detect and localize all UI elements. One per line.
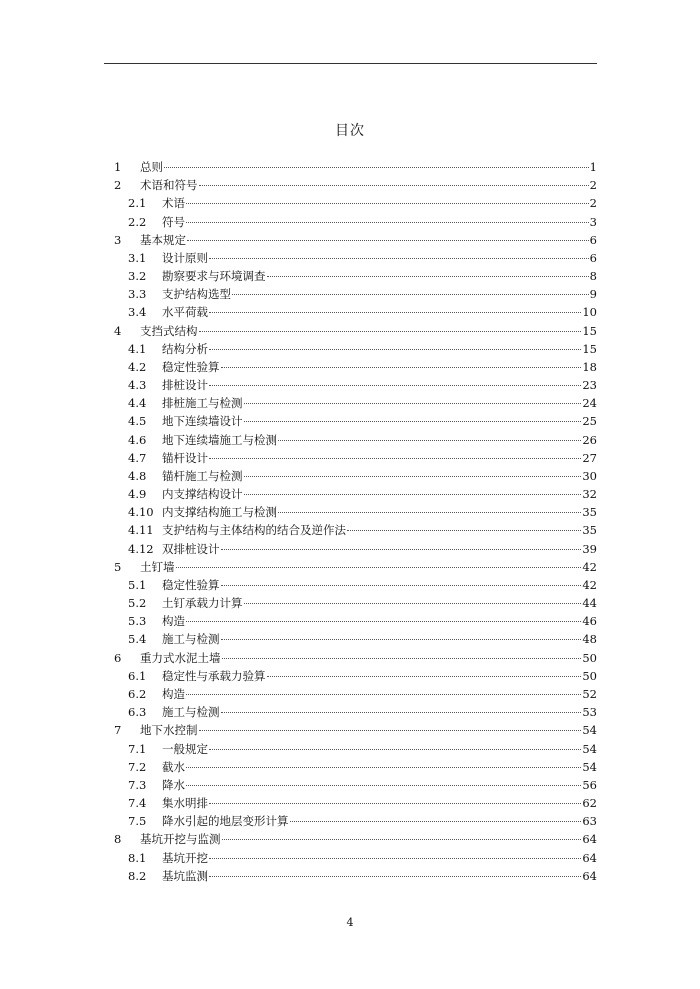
toc-leader-dots — [164, 167, 589, 168]
toc-entry[interactable] — [104, 703, 597, 721]
toc-entry-page: 42 — [582, 559, 597, 574]
toc-entry-page: 50 — [582, 650, 597, 665]
toc-entry-number: 2.1 — [128, 196, 147, 211]
toc-entry-page: 54 — [582, 759, 597, 774]
toc-entry-page: 46 — [582, 614, 597, 629]
toc-leader-dots — [186, 222, 589, 223]
toc-entry[interactable] — [104, 358, 597, 376]
toc-leader-dots — [199, 730, 582, 731]
toc-entry-page: 8 — [589, 269, 597, 284]
toc-entry-page: 54 — [582, 723, 597, 738]
toc-leader-dots — [209, 803, 581, 804]
toc-leader-dots — [209, 385, 581, 386]
toc-entry-page: 54 — [582, 741, 597, 756]
toc-entry-number: 8 — [114, 832, 122, 847]
toc-leader-dots — [187, 240, 589, 241]
toc-entry-label: 基坑开挖 — [162, 850, 208, 865]
toc-entry-number: 7.1 — [128, 741, 147, 756]
toc-entry-number: 4 — [114, 323, 122, 338]
toc-leader-dots — [186, 694, 581, 695]
toc-entry[interactable] — [104, 213, 597, 231]
toc-leader-dots — [244, 476, 582, 477]
toc-entry-number: 3.4 — [128, 305, 147, 320]
toc-entry-label: 排桩设计 — [162, 378, 208, 393]
toc-entry-label: 施工与检测 — [162, 632, 220, 647]
toc-entry-label: 水平荷载 — [162, 305, 208, 320]
toc-entry[interactable] — [104, 721, 597, 739]
toc-entry-page: 18 — [582, 359, 597, 374]
toc-entry[interactable] — [104, 394, 597, 412]
toc-entry-page: 25 — [582, 414, 597, 429]
toc-entry-label: 双排桩设计 — [162, 541, 220, 556]
toc-entry-number: 6 — [114, 650, 122, 665]
toc-entry-page: 1 — [589, 160, 597, 174]
toc-entry-page: 6 — [589, 250, 597, 265]
toc-entry-number: 4.5 — [128, 414, 147, 429]
toc-entry-label: 勘察要求与环境调查 — [162, 269, 266, 284]
toc-leader-dots — [221, 639, 582, 640]
toc-entry-page: 26 — [582, 432, 597, 447]
toc-entry-label: 排桩施工与检测 — [162, 396, 243, 411]
toc-entry-number: 6.3 — [128, 705, 147, 720]
toc-entry[interactable] — [104, 812, 597, 830]
toc-entry[interactable] — [104, 467, 597, 485]
header-rule — [104, 63, 597, 64]
toc-entry-label: 地下水控制 — [140, 723, 198, 738]
toc-entry[interactable] — [104, 303, 597, 321]
toc-entry-label: 锚杆施工与检测 — [162, 468, 243, 483]
toc-entry[interactable] — [104, 740, 597, 758]
toc-leader-dots — [199, 331, 582, 332]
toc-entry-page: 27 — [582, 450, 597, 465]
toc-entry[interactable] — [104, 540, 597, 558]
toc-entry[interactable] — [104, 340, 597, 358]
toc-entry-page: 50 — [582, 668, 597, 683]
toc-entry-page: 52 — [582, 686, 597, 701]
toc-leader-dots — [209, 749, 581, 750]
toc-entry-number: 2.2 — [128, 214, 147, 229]
toc-entry-label: 重力式水泥土墙 — [140, 650, 221, 665]
toc-entry-label: 基坑开挖与监测 — [140, 832, 221, 847]
toc-entry-label: 稳定性验算 — [162, 359, 220, 374]
toc-entry-page: 24 — [582, 396, 597, 411]
toc-entry-number: 5.3 — [128, 614, 147, 629]
page-title: 目次 — [335, 123, 365, 139]
toc-entry-label: 集水明排 — [162, 796, 208, 811]
toc-entry-page: 2 — [589, 196, 597, 211]
toc-entry[interactable] — [104, 285, 597, 303]
toc-entry-label: 锚杆设计 — [162, 450, 208, 465]
toc-entry[interactable] — [104, 794, 597, 812]
toc-leader-dots — [278, 512, 581, 513]
toc-leader-dots — [186, 621, 581, 622]
toc-leader-dots — [244, 603, 582, 604]
toc-entry-number: 3 — [114, 232, 122, 247]
toc-entry-number: 7 — [114, 723, 122, 738]
toc-entry-label: 基本规定 — [140, 232, 186, 247]
toc-entry-number: 8.1 — [128, 850, 147, 865]
toc-entry-page: 39 — [582, 541, 597, 556]
toc-leader-dots — [221, 367, 582, 368]
toc-entry[interactable] — [104, 376, 597, 394]
toc-entry[interactable] — [104, 249, 597, 267]
toc-entry-number: 4.4 — [128, 396, 147, 411]
toc-entry-label: 施工与检测 — [162, 705, 220, 720]
toc-entry-number: 5.1 — [128, 577, 147, 592]
toc-entry-number: 6.2 — [128, 686, 147, 701]
toc-entry-page: 15 — [582, 341, 597, 356]
toc-entry-label: 稳定性与承载力验算 — [162, 668, 266, 683]
toc-leader-dots — [209, 858, 581, 859]
toc-entry[interactable] — [104, 667, 597, 685]
toc-entry-number: 4.12 — [128, 541, 154, 556]
toc-entry-page: 6 — [589, 232, 597, 247]
toc-entry-page: 30 — [582, 468, 597, 483]
toc-entry-label: 土钉墙 — [140, 559, 175, 574]
toc-leader-dots — [222, 658, 582, 659]
toc-leader-dots — [186, 203, 589, 204]
toc-entry[interactable] — [104, 576, 597, 594]
toc-entry-number: 7.2 — [128, 759, 147, 774]
toc-entry-page: 2 — [589, 178, 597, 193]
toc-leader-dots — [199, 185, 589, 186]
toc-entry-page: 48 — [582, 632, 597, 647]
toc-entry-number: 4.6 — [128, 432, 147, 447]
toc-entry-page: 15 — [582, 323, 597, 338]
toc-entry-page: 35 — [582, 523, 597, 538]
toc-entry-number: 7.5 — [128, 814, 147, 829]
toc-leader-dots — [267, 276, 589, 277]
toc-entry-number: 3.1 — [128, 250, 147, 265]
toc-entry-page: 3 — [589, 214, 597, 229]
toc-entry[interactable] — [104, 267, 597, 285]
toc-entry[interactable] — [104, 431, 597, 449]
toc-entry-number: 6.1 — [128, 668, 147, 683]
toc-entry[interactable] — [104, 649, 597, 667]
toc-leader-dots — [244, 494, 582, 495]
toc-entry-page: 53 — [582, 705, 597, 720]
toc-entry-label: 支护结构与主体结构的结合及逆作法 — [162, 523, 346, 538]
toc-leader-dots — [221, 549, 582, 550]
toc-leader-dots — [232, 294, 589, 295]
toc-entry-page: 64 — [582, 832, 597, 847]
toc-leader-dots — [244, 421, 582, 422]
toc-entry[interactable] — [104, 485, 597, 503]
toc-leader-dots — [209, 312, 581, 313]
toc-entry-label: 内支撑结构设计 — [162, 487, 243, 502]
toc-entry-number: 5 — [114, 559, 122, 574]
toc-entry-number: 7.3 — [128, 777, 147, 792]
toc-entry-label: 设计原则 — [162, 250, 208, 265]
toc-entry-number: 2 — [114, 178, 122, 193]
toc-entry[interactable] — [104, 521, 597, 539]
toc-leader-dots — [209, 258, 589, 259]
toc-leader-dots — [221, 585, 582, 586]
toc-entry-number: 1 — [114, 160, 122, 174]
toc-entry[interactable] — [104, 630, 597, 648]
toc-entry[interactable] — [104, 322, 597, 340]
toc-entry-label: 一般规定 — [162, 741, 208, 756]
toc-leader-dots — [209, 349, 581, 350]
toc-entry-number: 5.4 — [128, 632, 147, 647]
toc-entry-label: 土钉承载力计算 — [162, 596, 243, 611]
toc-entry-page: 35 — [582, 505, 597, 520]
toc-entry[interactable] — [104, 849, 597, 867]
toc-entry-label: 总则 — [140, 160, 163, 174]
toc-leader-dots — [278, 440, 581, 441]
toc-entry-label: 降水 — [162, 777, 185, 792]
toc-entry-number: 3.2 — [128, 269, 147, 284]
toc-entry-label: 地下连续墙施工与检测 — [162, 432, 277, 447]
toc-entry-label: 构造 — [162, 614, 185, 629]
toc-leader-dots — [209, 458, 581, 459]
page-number: 4 — [346, 916, 354, 929]
toc-entry[interactable] — [104, 158, 597, 176]
toc-entry-number: 4.1 — [128, 341, 147, 356]
toc-entry-label: 稳定性验算 — [162, 577, 220, 592]
toc-entry[interactable] — [104, 594, 597, 612]
toc-entry-page: 23 — [582, 378, 597, 393]
toc-entry[interactable] — [104, 830, 597, 848]
toc-entry[interactable] — [104, 503, 597, 521]
toc-entry-number: 5.2 — [128, 596, 147, 611]
toc-leader-dots — [176, 567, 582, 568]
toc-entry-number: 4.2 — [128, 359, 147, 374]
toc-entry-page: 44 — [582, 596, 597, 611]
toc-entry-label: 内支撑结构施工与检测 — [162, 505, 277, 520]
toc-entry-label: 基坑监测 — [162, 868, 208, 883]
toc-entry[interactable] — [104, 194, 597, 212]
toc-entry-page: 32 — [582, 487, 597, 502]
toc-leader-dots — [221, 712, 582, 713]
table-of-contents — [104, 158, 597, 885]
toc-entry-label: 截水 — [162, 759, 185, 774]
toc-leader-dots — [244, 403, 582, 404]
toc-leader-dots — [186, 767, 581, 768]
toc-entry-label: 符号 — [162, 214, 185, 229]
toc-leader-dots — [267, 676, 582, 677]
toc-entry-number: 4.7 — [128, 450, 147, 465]
toc-entry-label: 降水引起的地层变形计算 — [162, 814, 289, 829]
toc-entry-number: 3.3 — [128, 287, 147, 302]
toc-leader-dots — [209, 876, 581, 877]
toc-entry-page: 64 — [582, 868, 597, 883]
toc-entry-page: 9 — [589, 287, 597, 302]
toc-entry-label: 术语 — [162, 196, 185, 211]
toc-entry[interactable] — [104, 412, 597, 430]
toc-entry-page: 56 — [582, 777, 597, 792]
toc-entry-label: 结构分析 — [162, 341, 208, 356]
toc-entry-label: 术语和符号 — [140, 178, 198, 193]
toc-entry-number: 7.4 — [128, 796, 147, 811]
toc-entry-number: 4.8 — [128, 468, 147, 483]
toc-entry-label: 支护结构选型 — [162, 287, 231, 302]
toc-entry-number: 4.9 — [128, 487, 147, 502]
toc-entry-page: 10 — [582, 305, 597, 320]
toc-entry[interactable] — [104, 867, 597, 885]
toc-entry[interactable] — [104, 612, 597, 630]
toc-entry-number: 4.10 — [128, 505, 154, 520]
toc-leader-dots — [222, 839, 582, 840]
toc-entry-number: 4.3 — [128, 378, 147, 393]
toc-leader-dots — [290, 821, 582, 822]
toc-entry[interactable] — [104, 558, 597, 576]
toc-entry-label: 支挡式结构 — [140, 323, 198, 338]
toc-entry-page: 63 — [582, 814, 597, 829]
toc-leader-dots — [186, 785, 581, 786]
toc-entry[interactable] — [104, 758, 597, 776]
toc-entry-page: 42 — [582, 577, 597, 592]
toc-entry-label: 构造 — [162, 686, 185, 701]
toc-entry[interactable] — [104, 449, 597, 467]
toc-entry-number: 8.2 — [128, 868, 147, 883]
toc-entry[interactable] — [104, 176, 597, 194]
toc-entry-page: 64 — [582, 850, 597, 865]
toc-entry[interactable] — [104, 685, 597, 703]
toc-entry-page: 62 — [582, 796, 597, 811]
toc-entry[interactable] — [104, 231, 597, 249]
toc-entry[interactable] — [104, 776, 597, 794]
toc-entry-number: 4.11 — [128, 523, 154, 538]
toc-entry-label: 地下连续墙设计 — [162, 414, 243, 429]
toc-leader-dots — [347, 530, 581, 531]
